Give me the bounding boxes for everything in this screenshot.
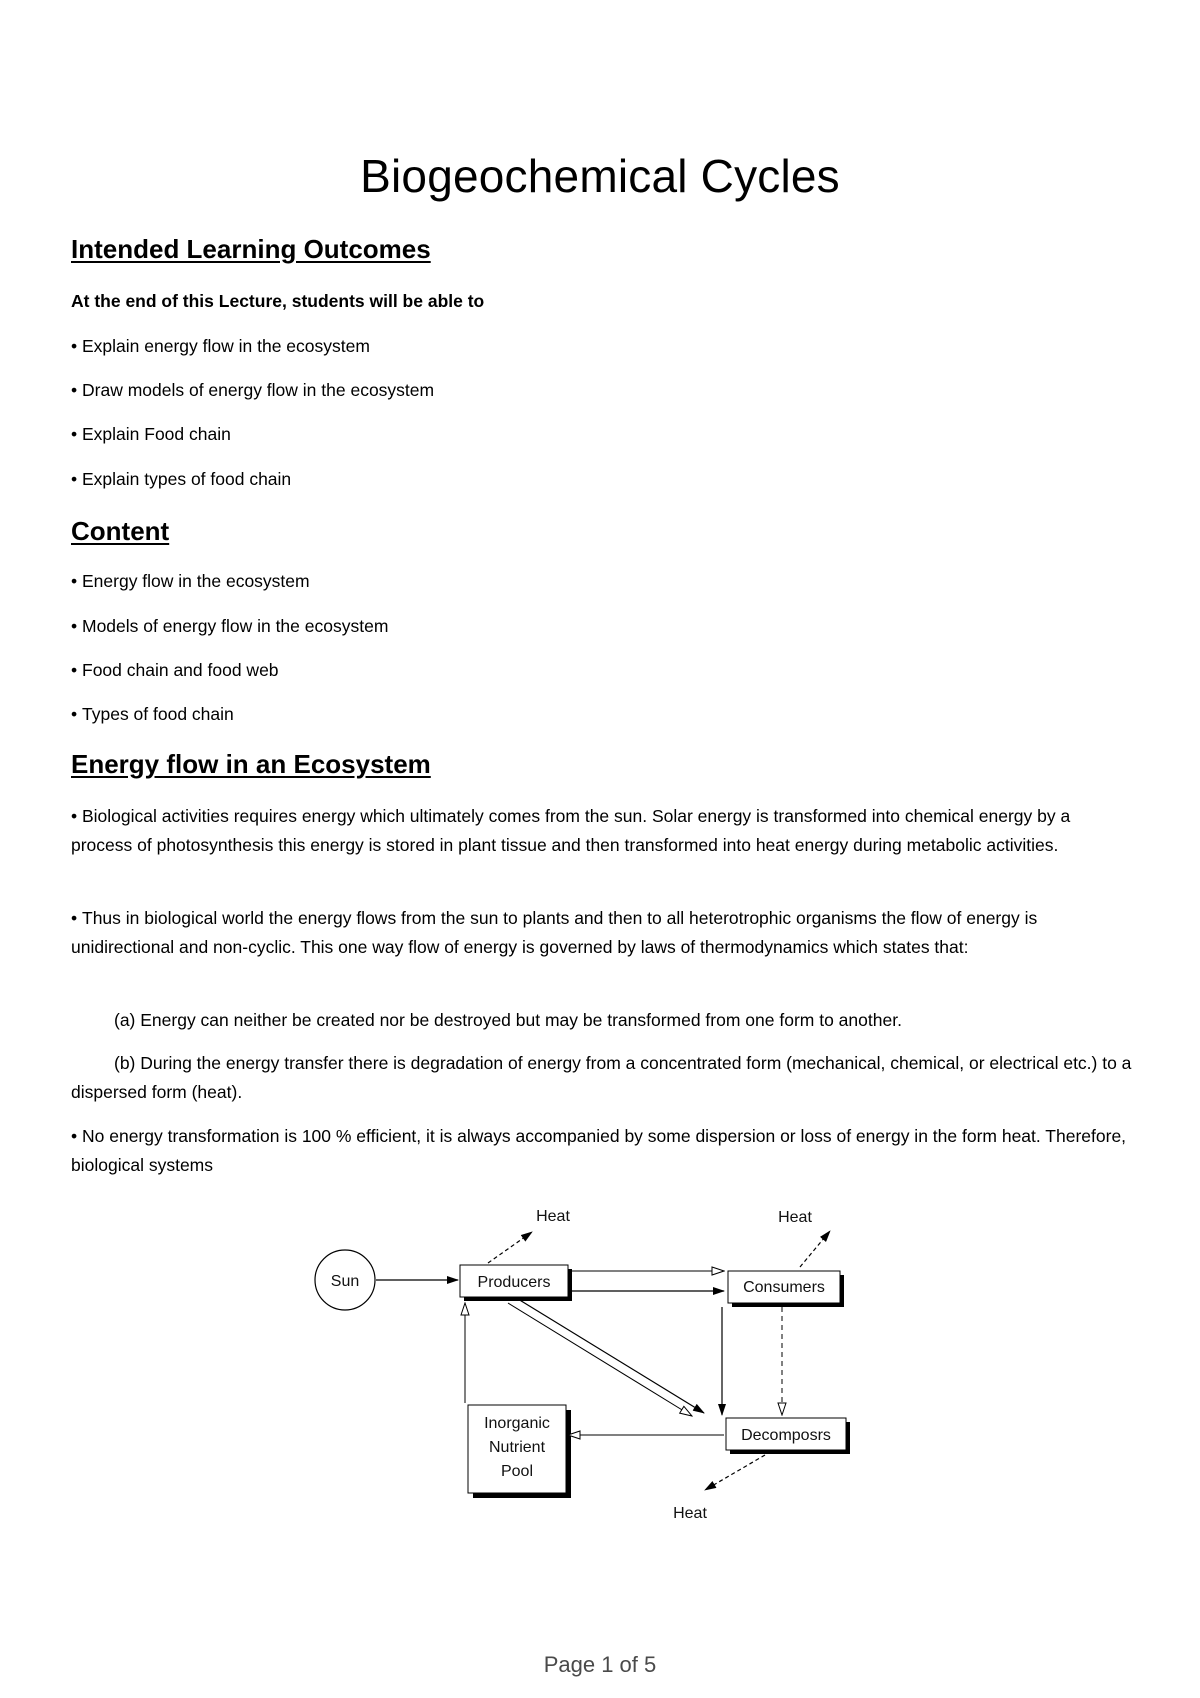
outcomes-intro: At the end of this Lecture, students will be able to (71, 291, 485, 311)
outcomes-heading: Intended Learning Outcomes (71, 234, 431, 264)
heat-label-producers: Heat (536, 1208, 570, 1225)
page-number: Page 1 of 5 (543, 1652, 657, 1677)
energy-heading: Energy flow in an Ecosystem (71, 749, 431, 779)
content-heading: Content (71, 516, 170, 546)
consumers-label: Consumers (743, 1279, 825, 1296)
pool-label-line2: Nutrient (488, 1439, 546, 1456)
law-b: (b) During the energy transfer there is degradation of energy from a concentrated form (mechanical, chemical, or electrical etc.) to a dispersed form (heat). (71, 1053, 1132, 1102)
law-a: (a) Energy can neither be created nor be destroyed but may be transformed from one form to another. (114, 1010, 902, 1030)
pool-label-line1: Inorganic (484, 1415, 550, 1432)
energy-paragraph-1: • Biological activities requires energy which ultimately comes from the sun. Solar energy is transformed into chemical energy by a process of photosynthesis this energy is stored in plant tissue and then transformed into heat energy during metabolic activities. (71, 802, 1135, 860)
heat-label-consumers: Heat (778, 1209, 812, 1226)
producers-label: Producers (477, 1274, 551, 1291)
content-item: • Types of food chain (71, 703, 234, 725)
outcome-item: • Draw models of energy flow in the ecosystem (71, 379, 434, 401)
sun-node (315, 1250, 375, 1310)
energy-paragraph-2: • Thus in biological world the energy flows from the sun to plants and then to all heterotrophic organisms the flow of energy is unidirectional and non-cyclic. This one way flow of energy is governed by laws of thermodynamics which states that: (71, 904, 1135, 962)
producers-node (460, 1265, 572, 1301)
content-item: • Energy flow in the ecosystem (71, 570, 310, 592)
sun-label: Sun (330, 1273, 360, 1290)
decomposers-node (726, 1418, 850, 1454)
arrow-producers-heat (488, 1232, 532, 1263)
outcome-item: • Explain types of food chain (71, 468, 291, 490)
energy-flow-svg (300, 1195, 900, 1535)
consumers-node (728, 1271, 844, 1307)
heat-label-decomposers: Heat (673, 1505, 707, 1522)
content-item: • Models of energy flow in the ecosystem (71, 615, 388, 637)
outcome-item: • Explain Food chain (71, 423, 231, 445)
arrow-producers-decomposers-nutrient (508, 1303, 692, 1416)
energy-flow-diagram (300, 1195, 900, 1535)
arrow-decomposers-heat (705, 1455, 765, 1490)
arrow-consumers-heat (800, 1231, 830, 1267)
pool-label-line3: Pool (500, 1463, 534, 1480)
arrow-producers-decomposers-energy (518, 1299, 704, 1413)
page-title: Biogeochemical Cycles (360, 150, 840, 202)
nutrient-pool-node (468, 1405, 571, 1498)
energy-paragraph-3: • No energy transformation is 100 % efficient, it is always accompanied by some dispersion or loss of energy in the form heat. Therefore, biological systems (71, 1122, 1135, 1180)
content-item: • Food chain and food web (71, 659, 279, 681)
decomposers-label: Decomposrs (741, 1427, 831, 1444)
outcome-item: • Explain energy flow in the ecosystem (71, 335, 370, 357)
